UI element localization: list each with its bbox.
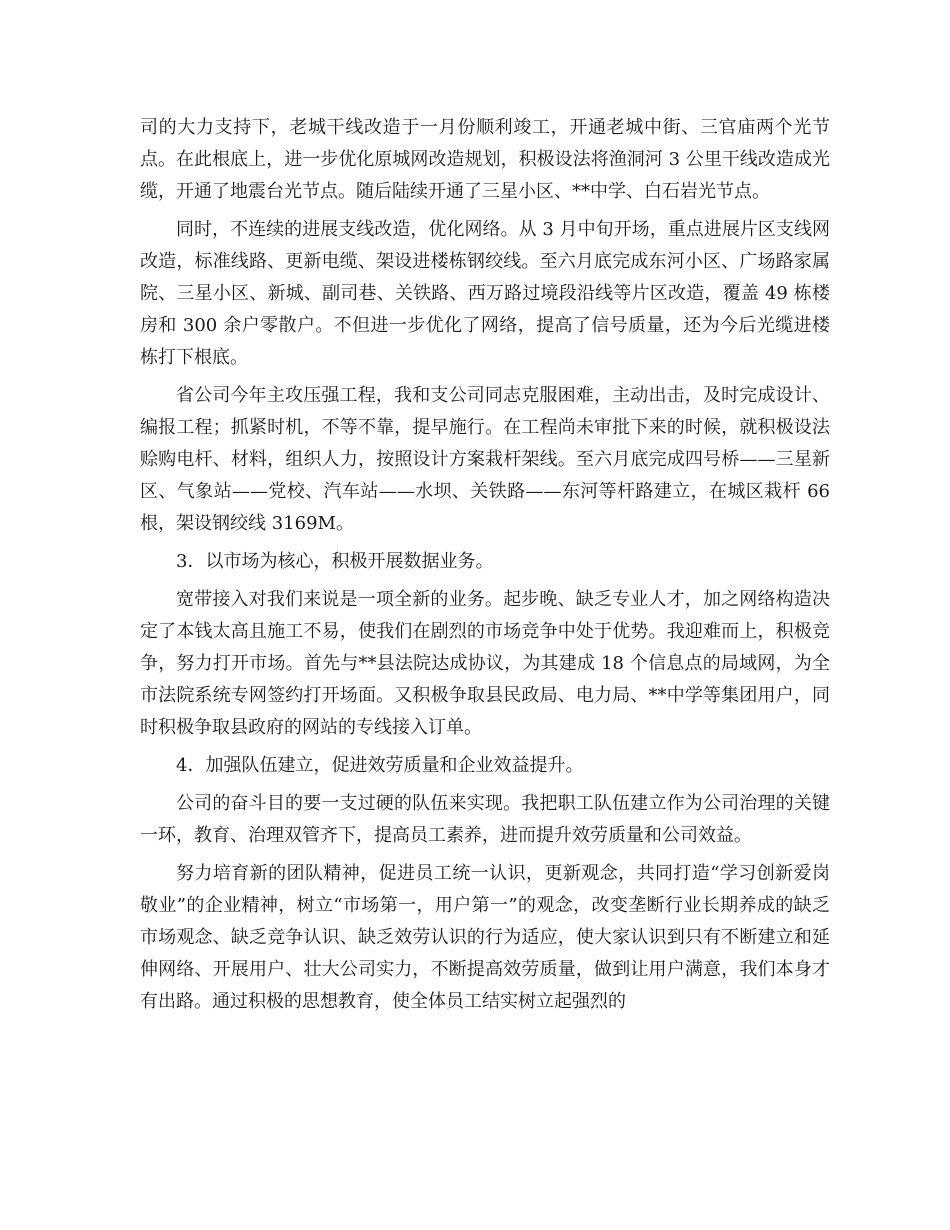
paragraph-team-spirit: 努力培育新的团队精神，促进员工统一认识，更新观念，共同打造“学习创新爱岗敬业”的企业精神，树立“市场第一，用户第一”的观念，改变垄断行业长期养成的缺乏市场观念、缺乏竞争认识、缺乏效劳认识的行为适应，使大家认识到只有不断建立和延伸网络、开展用户、壮大公司实力，不断提高效劳质量，做到让用户满意，我们本身才有出路。通过积极的思想教育，使全体员工结实树立起强烈的 [140,863,830,1012]
section-heading-3: 3．以市场为核心，积极开展数据业务。 [176,551,494,572]
section-heading-4: 4．加强队伍建立，促进效劳质量和企业效益提升。 [176,755,584,776]
paragraph-broadband: 宽带接入对我们来说是一项全新的业务。起步晚、缺乏专业人才，加之网络构造决定了本钱太高且施工不易，使我们在剧烈的市场竞争中处于优势。我迎难而上，积极竞争，努力打开市场。首先与**县法院达成协议，为其建成 18 个信息点的局域网，为全市法院系统专网签约打开场面。又积极争取县民政局、电力局、**中学等集团用户，同时积极争取县政府的网站的专线接入订单。 [140,589,830,738]
paragraph-continued: 司的大力支持下，老城干线改造于一月份顺利竣工，开通老城中街、三官庙两个光节点。在此根底上，进一步优化原城网改造规划，积极设法将渔洞河 3 公里干线改造成光缆，开通了地震台光节点。随后陆续开通了三星小区、**中学、白石岩光节点。 [140,117,830,202]
paragraph-team-goal: 公司的奋斗目的要一支过硬的队伍来实现。我把职工队伍建立作为公司治理的关键一环，教育、治理双管齐下，提高员工素养，进而提升效劳质量和公司效益。 [140,793,830,846]
paragraph-pressure-project: 省公司今年主攻压强工程，我和支公司同志克服困难，主动出击，及时完成设计、编报工程；抓紧时机，不等不靠，提早施行。在工程尚未审批下来的时候，就积极设法赊购电杆、材料，组织人力，按照设计方案栽杆架线。至六月底完成四号桥——三星新区、气象站——党校、汽车站——水坝、关铁路——东河等杆路建立，在城区栽杆 66 根，架设钢绞线 3169M。 [140,385,830,534]
document-body [140,112,830,1024]
paragraph-branch-line: 同时，不连续的进展支线改造，优化网络。从 3 月中旬开场，重点进展片区支线网改造，标准线路、更新电缆、架设进楼栋钢绞线。至六月底完成东河小区、广场路家属院、三星小区、新城、副司巷、关铁路、西万路过境段沿线等片区改造，覆盖 49 栋楼房和 300 余户零散户。不但进一步优化了网络，提高了信号质量，还为今后光缆进楼栋打下根底。 [140,219,831,368]
